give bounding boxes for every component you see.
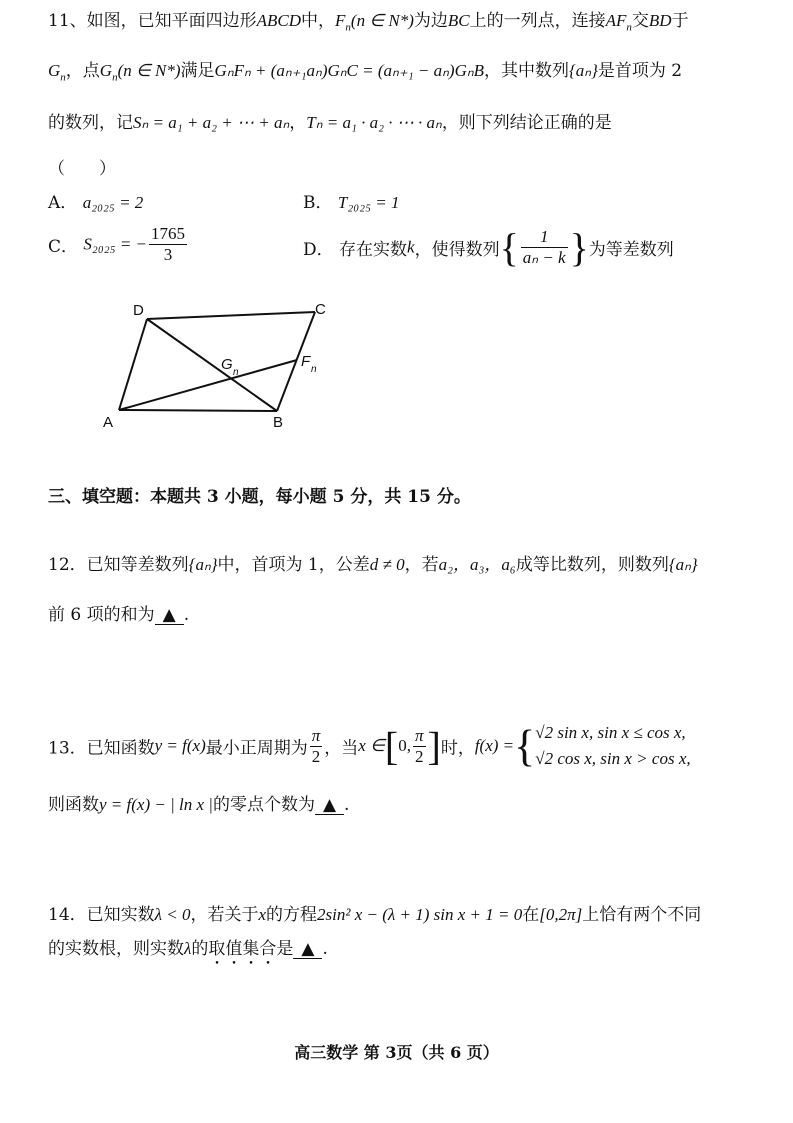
label-g: G: [221, 356, 233, 373]
answer-blank[interactable]: ▲: [155, 606, 184, 625]
q13-line-2: [48, 790, 749, 815]
q12-line-2: [48, 600, 749, 625]
answer-paren: （ ）: [48, 159, 116, 179]
q14-text: 14．已知实数: [48, 905, 155, 925]
fx-label: f(x) =: [474, 736, 515, 755]
q14-text: 是: [276, 939, 294, 959]
function: y = f(x) − | ln x |: [99, 795, 213, 814]
parallelogram-figure: [95, 295, 345, 435]
q11-text: ，点: [65, 61, 100, 81]
option-c: [48, 224, 189, 265]
q11-text: 上的一列点，连接: [469, 11, 606, 31]
q13-text: 则函数: [48, 795, 99, 815]
separator: ，: [289, 113, 307, 133]
f-point: F: [335, 11, 346, 30]
fraction-numerator: 1: [521, 227, 568, 248]
period: .: [322, 939, 328, 959]
q12-text: 12．已知等差数列: [48, 555, 189, 575]
option-d-fraction: [521, 227, 568, 268]
case-1: √2 sin x, sin x ≤ cos x,: [535, 723, 686, 742]
q11-text: 11、如图，已知平面四边形: [48, 11, 257, 31]
g-point: G: [48, 61, 61, 80]
line-bd: BD: [648, 11, 672, 30]
q12-text: 前 6 项的和为: [48, 605, 155, 625]
q11-text: ，其中数列: [484, 61, 569, 81]
period-fraction: [310, 726, 323, 767]
lambda-condition: λ < 0: [154, 905, 191, 924]
case-2: √2 cos x, sin x > cos x,: [535, 749, 691, 768]
q14-line-1: [48, 900, 749, 925]
option-d-text: 为等差数列: [588, 240, 674, 260]
emphasized-text: 取值集合: [208, 939, 277, 959]
option-b-text: T₂₀₂₅ = 1: [337, 193, 400, 212]
s-definition: Sₙ = a₁ + a₂ + ⋯ + aₙ: [133, 113, 290, 132]
function: y = f(x): [154, 736, 206, 755]
option-a: [48, 188, 143, 213]
label-a: A: [103, 414, 114, 431]
n-condition: (n ∈ N*): [350, 11, 414, 30]
option-d-text: 存在实数: [339, 240, 408, 260]
edge-ad: [119, 319, 147, 410]
option-label: B．: [303, 193, 333, 213]
line-af: AF: [605, 11, 627, 30]
fraction-numerator: π: [311, 725, 321, 745]
vector-equation: GₙFₙ + (aₙ₊₁aₙ)GₙC = (aₙ₊₁ − aₙ)GₙB: [214, 61, 484, 80]
label-g-sub: n: [233, 367, 239, 378]
x-var: x: [258, 905, 267, 924]
answer-blank[interactable]: ▲: [315, 796, 344, 815]
q12-text: 中，首项为 1，公差: [217, 555, 370, 575]
subscript: n: [60, 71, 66, 84]
label-d: D: [133, 302, 144, 319]
sequence: {aₙ}: [569, 61, 598, 80]
k-var: k: [407, 237, 415, 257]
q11-text: 交: [631, 11, 649, 31]
terms: a₂，a₃，a₆: [438, 555, 516, 574]
option-d-text: ，使得数列: [414, 240, 500, 260]
right-brace: }: [569, 225, 589, 270]
sequence: {aₙ}: [668, 555, 698, 574]
q14-text: 的实数根，则实数: [48, 939, 184, 959]
q11-line-1: [48, 6, 749, 34]
option-a-text: a₂₀₂₅ = 2: [82, 193, 144, 212]
piecewise-cases: [535, 720, 690, 772]
q11-text: 为边: [413, 11, 448, 31]
common-difference: d ≠ 0: [369, 555, 405, 574]
g-point: G: [99, 61, 113, 80]
interval-end-fraction: [413, 726, 426, 767]
q13-line-1: [48, 720, 691, 772]
option-label: C．: [48, 237, 79, 257]
page-footer: 高三数学 第 3页（共 6 页）: [294, 1043, 499, 1062]
label-b: B: [273, 414, 284, 431]
cases-brace: {: [514, 721, 536, 771]
t-definition: Tₙ = a₁ · a₂ · ⋯ · aₙ: [306, 113, 442, 132]
q12-text: ，若: [404, 555, 439, 575]
left-bracket: [: [384, 723, 399, 769]
q12-text: 成等比数列，则数列: [515, 555, 669, 575]
interval: [0,2π]: [539, 905, 583, 924]
q11-text: 是首项为 2: [597, 61, 683, 81]
fraction-denominator: 3: [163, 245, 173, 264]
q14-text: 的: [191, 939, 209, 959]
interval-start: 0,: [398, 736, 411, 755]
fraction-denominator: aₙ − k: [522, 248, 566, 267]
q11-text: ，则下列结论正确的是: [441, 113, 612, 133]
left-brace: {: [499, 225, 519, 270]
subscript: n: [112, 71, 118, 84]
label-f-sub: n: [311, 364, 317, 375]
lambda: λ: [184, 939, 192, 958]
period: .: [183, 605, 190, 625]
q13-text: 的零点个数为: [212, 795, 315, 815]
edge-ba: [119, 410, 277, 411]
subscript: n: [345, 21, 351, 34]
right-bracket: ]: [427, 723, 441, 769]
q11-text: 满足: [180, 61, 215, 81]
fraction-denominator: 2: [311, 746, 321, 766]
q13-text: 13．已知函数: [48, 738, 155, 759]
q14-text: 的方程: [266, 905, 318, 925]
label-f: F: [301, 353, 311, 370]
sequence: {aₙ}: [188, 555, 218, 574]
n-condition: (n ∈ N*): [117, 61, 181, 80]
x-in: x ∈: [358, 736, 385, 755]
q14-text: 上恰有两个不同: [582, 905, 702, 925]
q11-line-2: [48, 56, 749, 84]
fraction-numerator: 1765: [151, 224, 186, 243]
edge-bc: BC: [447, 11, 470, 30]
q12-line-1: [48, 550, 749, 575]
option-c-fraction: [149, 224, 187, 265]
section-3-title: 三、填空题：本题共 3 小题，每小题 5 分，共 15 分。: [48, 487, 471, 507]
q13-text: 时，: [440, 738, 475, 759]
answer-blank[interactable]: ▲: [293, 940, 322, 959]
q14-text: ，若关于: [190, 905, 259, 925]
fraction-denominator: 2: [414, 746, 424, 766]
option-b: [303, 188, 399, 213]
subscript: n: [626, 21, 632, 34]
quad-name: ABCD: [256, 11, 302, 30]
q11-line-3: [48, 108, 749, 133]
option-c-lhs: S₂₀₂₅ = −: [83, 234, 148, 254]
fraction-numerator: π: [414, 725, 424, 745]
segment-af: [119, 360, 297, 410]
q11-text: 中，: [301, 11, 336, 31]
q14-line-2: [48, 934, 749, 969]
q13-text: 最小正周期为: [205, 738, 308, 759]
q14-text: 在: [522, 905, 540, 925]
q11-text: 于: [671, 11, 689, 31]
option-label: A．: [48, 193, 78, 213]
edge-dc: [147, 312, 315, 319]
label-c: C: [315, 301, 326, 318]
equation: 2sin² x − (λ + 1) sin x + 1 = 0: [317, 905, 523, 924]
option-label: D．: [303, 240, 334, 260]
q11-text: 的数列，记: [48, 113, 133, 133]
option-d: [303, 224, 674, 271]
period: .: [344, 795, 350, 815]
q13-text: ，当: [324, 738, 359, 759]
